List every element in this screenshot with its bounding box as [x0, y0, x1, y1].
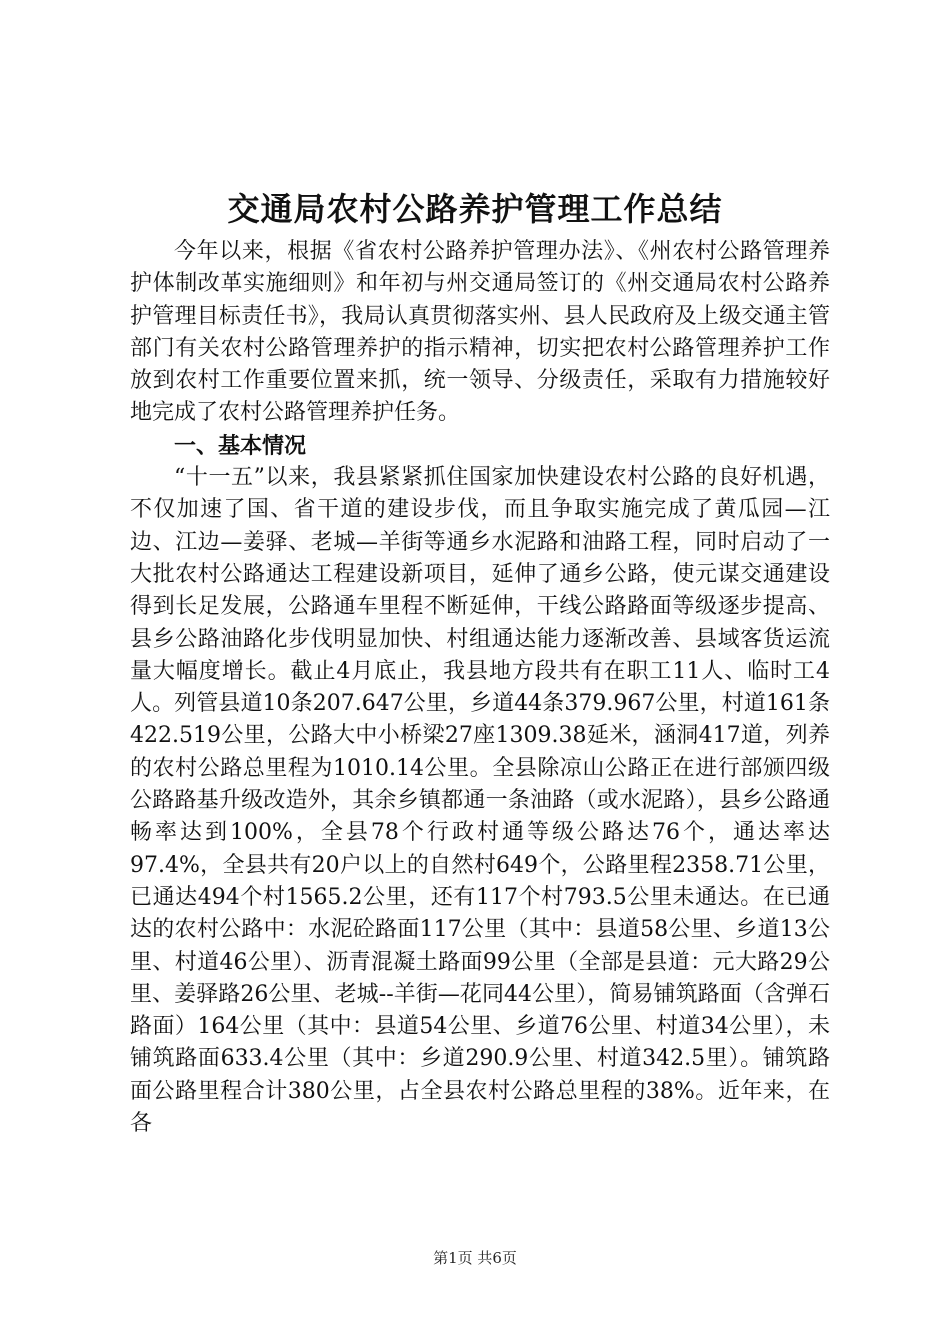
section-heading-basic-situation: 一、基本情况	[174, 432, 307, 459]
basic-situation-paragraph: “十一五”以来，我县紧紧抓住国家加快建设农村公路的良好机遇，不仅加速了国、省干道的建设步伐，而且争取实施完成了黄瓜园—江边、江边—姜驿、老城—羊街等通乡水泥路和油路工程，同时启动了一大批农村公路通达工程建设新项目，延伸了通乡公路，使元谋交通建设得到长足发展，公路通车里程不断延伸，干线公路路面等级逐步提高、县乡公路油路化步伐明显加快、村组通达能力逐渐改善、县域客货运流量大幅度增长。截止4月底止，我县地方段共有在职工11人、临时工4人。列管县道10条207.647公里，乡道44条379.967公里，村道161条422.519公里，公路大中小桥梁27座1309.38延米，涵洞417道，列养的农村公路总里程为1010.14公里。全县除凉山公路正在进行部颁四级公路路基升级改造外，其余乡镇都通一条油路（或水泥路），县乡公路通畅率达到100%，全县78个行政村通等级公路达76个，通达率达97.4%，全县共有20户以上的自然村649个，公路里程2358.71公里，已通达494个村1565.2公里，还有117个村793.5公里未通达。在已通达的农村公路中：水泥砼路面117公里（其中：县道58公里、乡道13公里、村道46公里）、沥青混凝土路面99公里（全部是县道：元大路29公里、姜驿路26公里、老城--羊街—花同44公里），简易铺筑路面（含弹石路面）164公里（其中：县道54公里、乡道76公里、村道34公里），未铺筑路面633.4公里（其中：乡道290.9公里、村道342.5里）。铺筑路面公路里程合计380公里，占全县农村公路总里程的38%。近年来，在各	[130, 465, 830, 1137]
intro-paragraph: 今年以来，根据《省农村公路养护管理办法》、《州农村公路管理养护体制改革实施细则》和年初与州交通局签订的《州交通局农村公路养护管理目标责任书》，我局认真贯彻落实州、县人民政府及上级交通主管部门有关农村公路管理养护的指示精神，切实把农村公路管理养护工作放到农村工作重要位置来抓，统一领导、分级责任，采取有力措施较好地完成了农村公路管理养护任务。	[130, 239, 830, 426]
page-number-footer: 第1页 共6页	[433, 1249, 517, 1267]
document-title: 交通局农村公路养护管理工作总结	[227, 190, 723, 228]
document-body	[130, 236, 830, 1140]
